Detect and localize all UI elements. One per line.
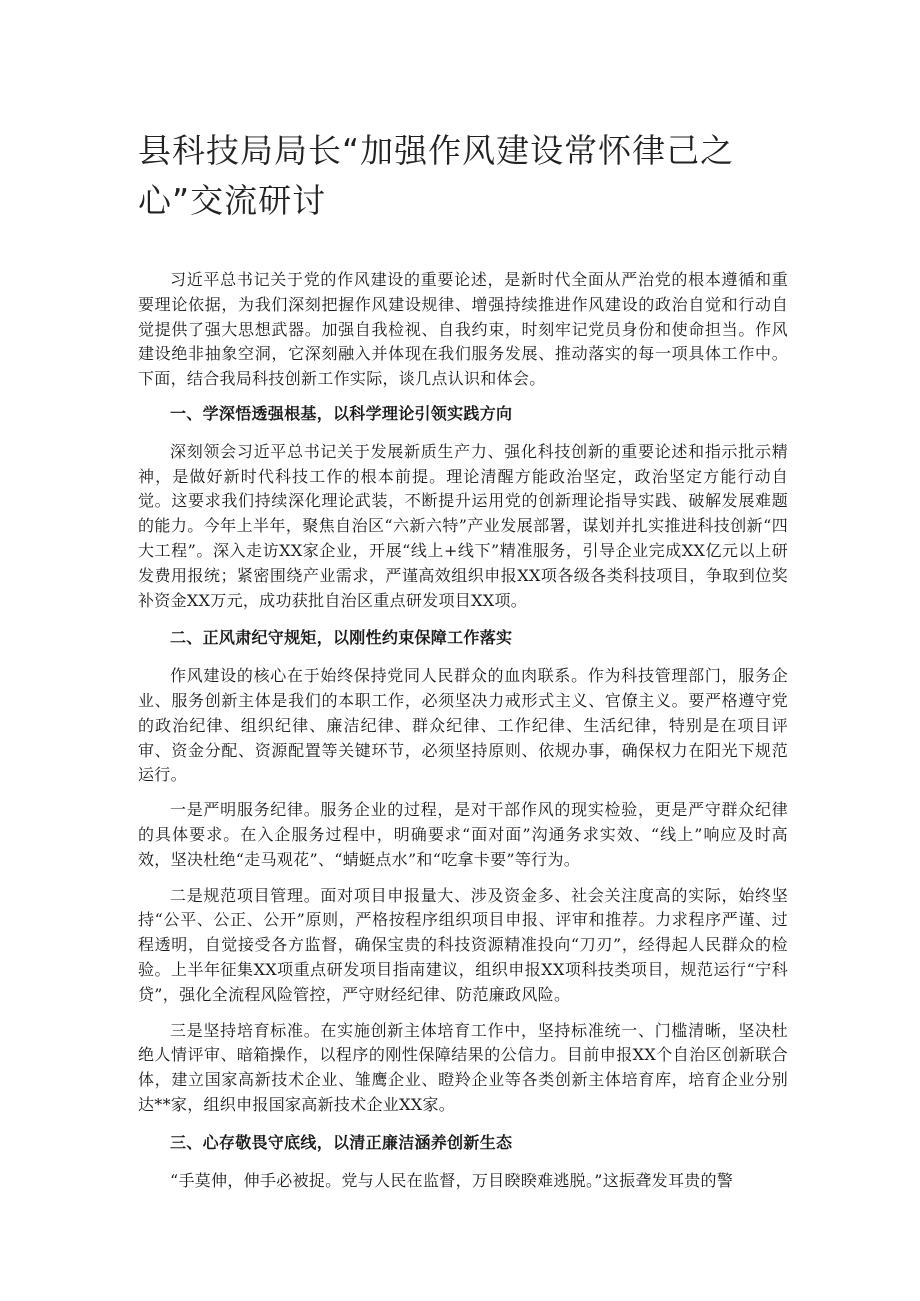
body-paragraph: 一是严明服务纪律。服务企业的过程，是对干部作风的现实检验，更是严守群众纪律的具体要求。在入企服务过程中，明确要求“面对面”沟通务求实效、“线上”响应及时高效，坚决杜绝“走马观花”、“蜻蜓点水”和“吃拿卡要”等行为。 — [138, 800, 788, 869]
document-title: 县科技局局长“加强作风建设常怀律己之心”交流研讨 — [138, 131, 735, 220]
body-paragraph: 二是规范项目管理。面对项目申报量大、涉及资金多、社会关注度高的实际，始终坚持“公平、公正、公开”原则，严格按程序组织项目申报、评审和推荐。力求程序严谨、过程透明，自觉接受各方监督，确保宝贵的科技资源精准投向“刀刃”，经得起人民群众的检验。上半年征集XX项重点研发项目指南建议，组织申报XX项科技类项目，规范运行“宁科贷”，强化全流程风险管控，严守财经纪律、防范廉政风险。 — [138, 885, 788, 1004]
section-heading-1: 一、学深悟透强根基，以科学理论引领实践方向 — [170, 403, 513, 423]
body-paragraph: “手莫伸，伸手必被捉。党与人民在监督，万目睽睽难逃脱。”这振聋发耳贵的警 — [170, 1170, 734, 1190]
body-paragraph: 三是坚持培育标准。在实施创新主体培育工作中，坚持标准统一、门槛清晰，坚决杜绝人情评审、暗箱操作，以程序的刚性保障结果的公信力。目前申报XX个自治区创新联合体，建立国家高新技术企业、雏鹰企业、瞪羚企业等各类创新主体培育库，培育企业分别达**家，组织申报国家高新技术企业XX家。 — [138, 1020, 788, 1114]
document-body — [138, 268, 788, 1193]
body-paragraph: 作风建设的核心在于始终保持党同人民群众的血肉联系。作为科技管理部门，服务企业、服务创新主体是我们的本职工作，必须坚决力戒形式主义、官僚主义。要严格遵守党的政治纪律、组织纪律、廉洁纪律、群众纪律、工作纪律、生活纪律，特别是在项目评审、资金分配、资源配置等关键环节，必须坚持原则、依规办事，确保权力在阳光下规范运行。 — [138, 666, 788, 785]
body-paragraph: 深刻领会习近平总书记关于发展新质生产力、强化科技创新的重要论述和指示批示精神，是做好新时代科技工作的根本前提。理论清醒方能政治坚定，政治坚定方能行动自觉。这要求我们持续深化理论武装，不断提升运用党的创新理论指导实践、破解发展难题的能力。今年上半年，聚焦自治区“六新六特”产业发展部署，谋划并扎实推进科技创新“四大工程”。深入走访XX家企业，开展“线上+线下”精准服务，引导企业完成XX亿元以上研发费用报统；紧密围绕产业需求，严谨高效组织申报XX项各级各类科技项目，争取到位奖补资金XX万元，成功获批自治区重点研发项目XX项。 — [138, 441, 788, 610]
section-heading-3: 三、心存敬畏守底线，以清正廉洁涵养创新生态 — [170, 1132, 513, 1152]
section-heading-2: 二、正风肃纪守规矩，以刚性约束保障工作落实 — [170, 628, 513, 648]
intro-paragraph: 习近平总书记关于党的作风建设的重要论述，是新时代全面从严治党的根本遵循和重要理论依据，为我们深刻把握作风建设规律、增强持续推进作风建设的政治自觉和行动自觉提供了强大思想武器。加强自我检视、自我约束，时刻牢记党员身份和使命担当。作风建设绝非抽象空洞，它深刻融入并体现在我们服务发展、推动落实的每一项具体工作中。下面，结合我局科技创新工作实际，谈几点认识和体会。 — [138, 270, 788, 389]
